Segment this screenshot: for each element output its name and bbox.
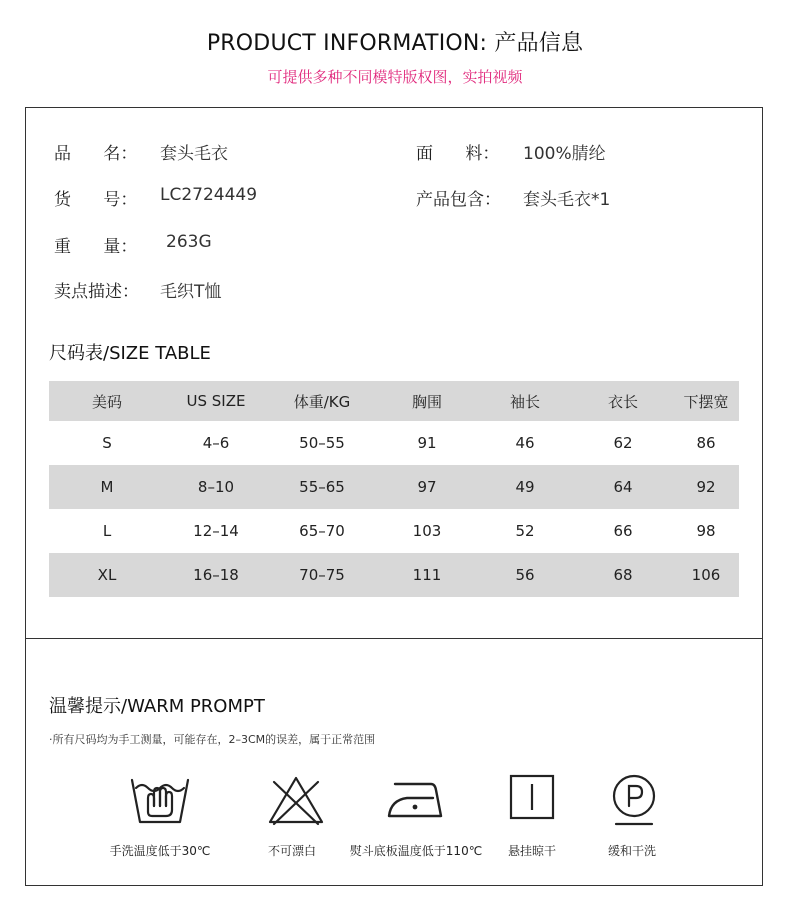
table-cell: 55–65 [299,478,345,496]
material-value: 100%腈纶 [523,144,606,164]
header-cell: 体重/KG [293,392,351,411]
name-label: 品 名： [54,144,138,164]
page-subtitle: 可提供多种不同模特版权图，实拍视频 [267,68,523,86]
table-cell: 91 [417,434,437,452]
table-cell: 12–14 [193,522,239,540]
table-cell: 50–55 [299,434,345,452]
care-label-no-bleach: 不可漂白 [267,844,316,858]
header-cell: 下摆宽 [683,392,729,411]
table-cell: 64 [613,478,633,496]
table-cell: 4–6 [202,434,230,452]
material-label: 面 料： [416,144,500,164]
size-table-title: 尺码表/SIZE TABLE [49,343,211,364]
warm-prompt-title: 温馨提示/WARM PROMPT [49,696,265,717]
code-value: LC2724449 [160,185,258,205]
table-cell: 49 [515,478,535,496]
table-cell: XL [97,566,117,584]
table-row [49,465,739,509]
table-cell: 70–75 [299,566,345,584]
table-cell: 46 [515,434,535,452]
measurement-note: ·所有尺码均为手工测量，可能存在，2–3CM的误差，属于正常范围 [49,733,376,746]
table-cell: 98 [696,522,716,540]
table-cell: 52 [515,522,535,540]
package-value: 套头毛衣*1 [523,190,611,210]
table-cell: 65–70 [299,522,345,540]
code-label: 货 号： [54,190,138,210]
table-cell: 66 [613,522,633,540]
table-cell: 68 [613,566,633,584]
care-label-dry-clean: 缓和干洗 [607,844,656,858]
weight-label: 重 量： [54,237,138,257]
table-row [49,509,739,553]
dry-clean-icon [574,772,694,828]
care-label-iron: 熨斗底板温度低于110℃ [349,844,483,858]
table-row [49,421,739,465]
table-cell: 8–10 [197,478,235,496]
table-cell: 56 [515,566,535,584]
header-cell: 胸围 [411,392,442,411]
header-cell: 衣长 [607,392,638,411]
table-cell: 92 [696,478,716,496]
table-cell: L [102,522,112,540]
table-cell: 106 [691,566,721,584]
section-divider [25,638,763,639]
size-table-header [49,381,739,421]
table-cell: 97 [417,478,437,496]
size-table [49,381,739,597]
page-title: PRODUCT INFORMATION: 产品信息 [206,31,584,56]
feature-label: 卖点描述： [54,282,139,302]
iron-icon [355,772,475,824]
package-label: 产品包含： [416,190,501,210]
table-cell: S [102,434,112,452]
header-cell: 袖长 [509,392,540,411]
care-label-hand-wash: 手洗温度低于30℃ [109,844,211,858]
table-cell: 111 [412,566,442,584]
no-bleach-icon [236,772,356,828]
header-cell: US SIZE [186,392,246,410]
table-cell: 62 [613,434,633,452]
name-value: 套头毛衣 [160,144,228,164]
header-cell: 美码 [91,392,122,411]
table-cell: M [100,478,114,496]
table-cell: 103 [412,522,442,540]
hand-wash-icon [100,772,220,828]
care-label-hang-dry: 悬挂晾干 [507,844,556,858]
feature-value: 毛织T恤 [160,282,222,302]
table-cell: 16–18 [193,566,239,584]
table-cell: 86 [696,434,716,452]
table-row [49,553,739,597]
weight-value: 263G [166,232,212,252]
